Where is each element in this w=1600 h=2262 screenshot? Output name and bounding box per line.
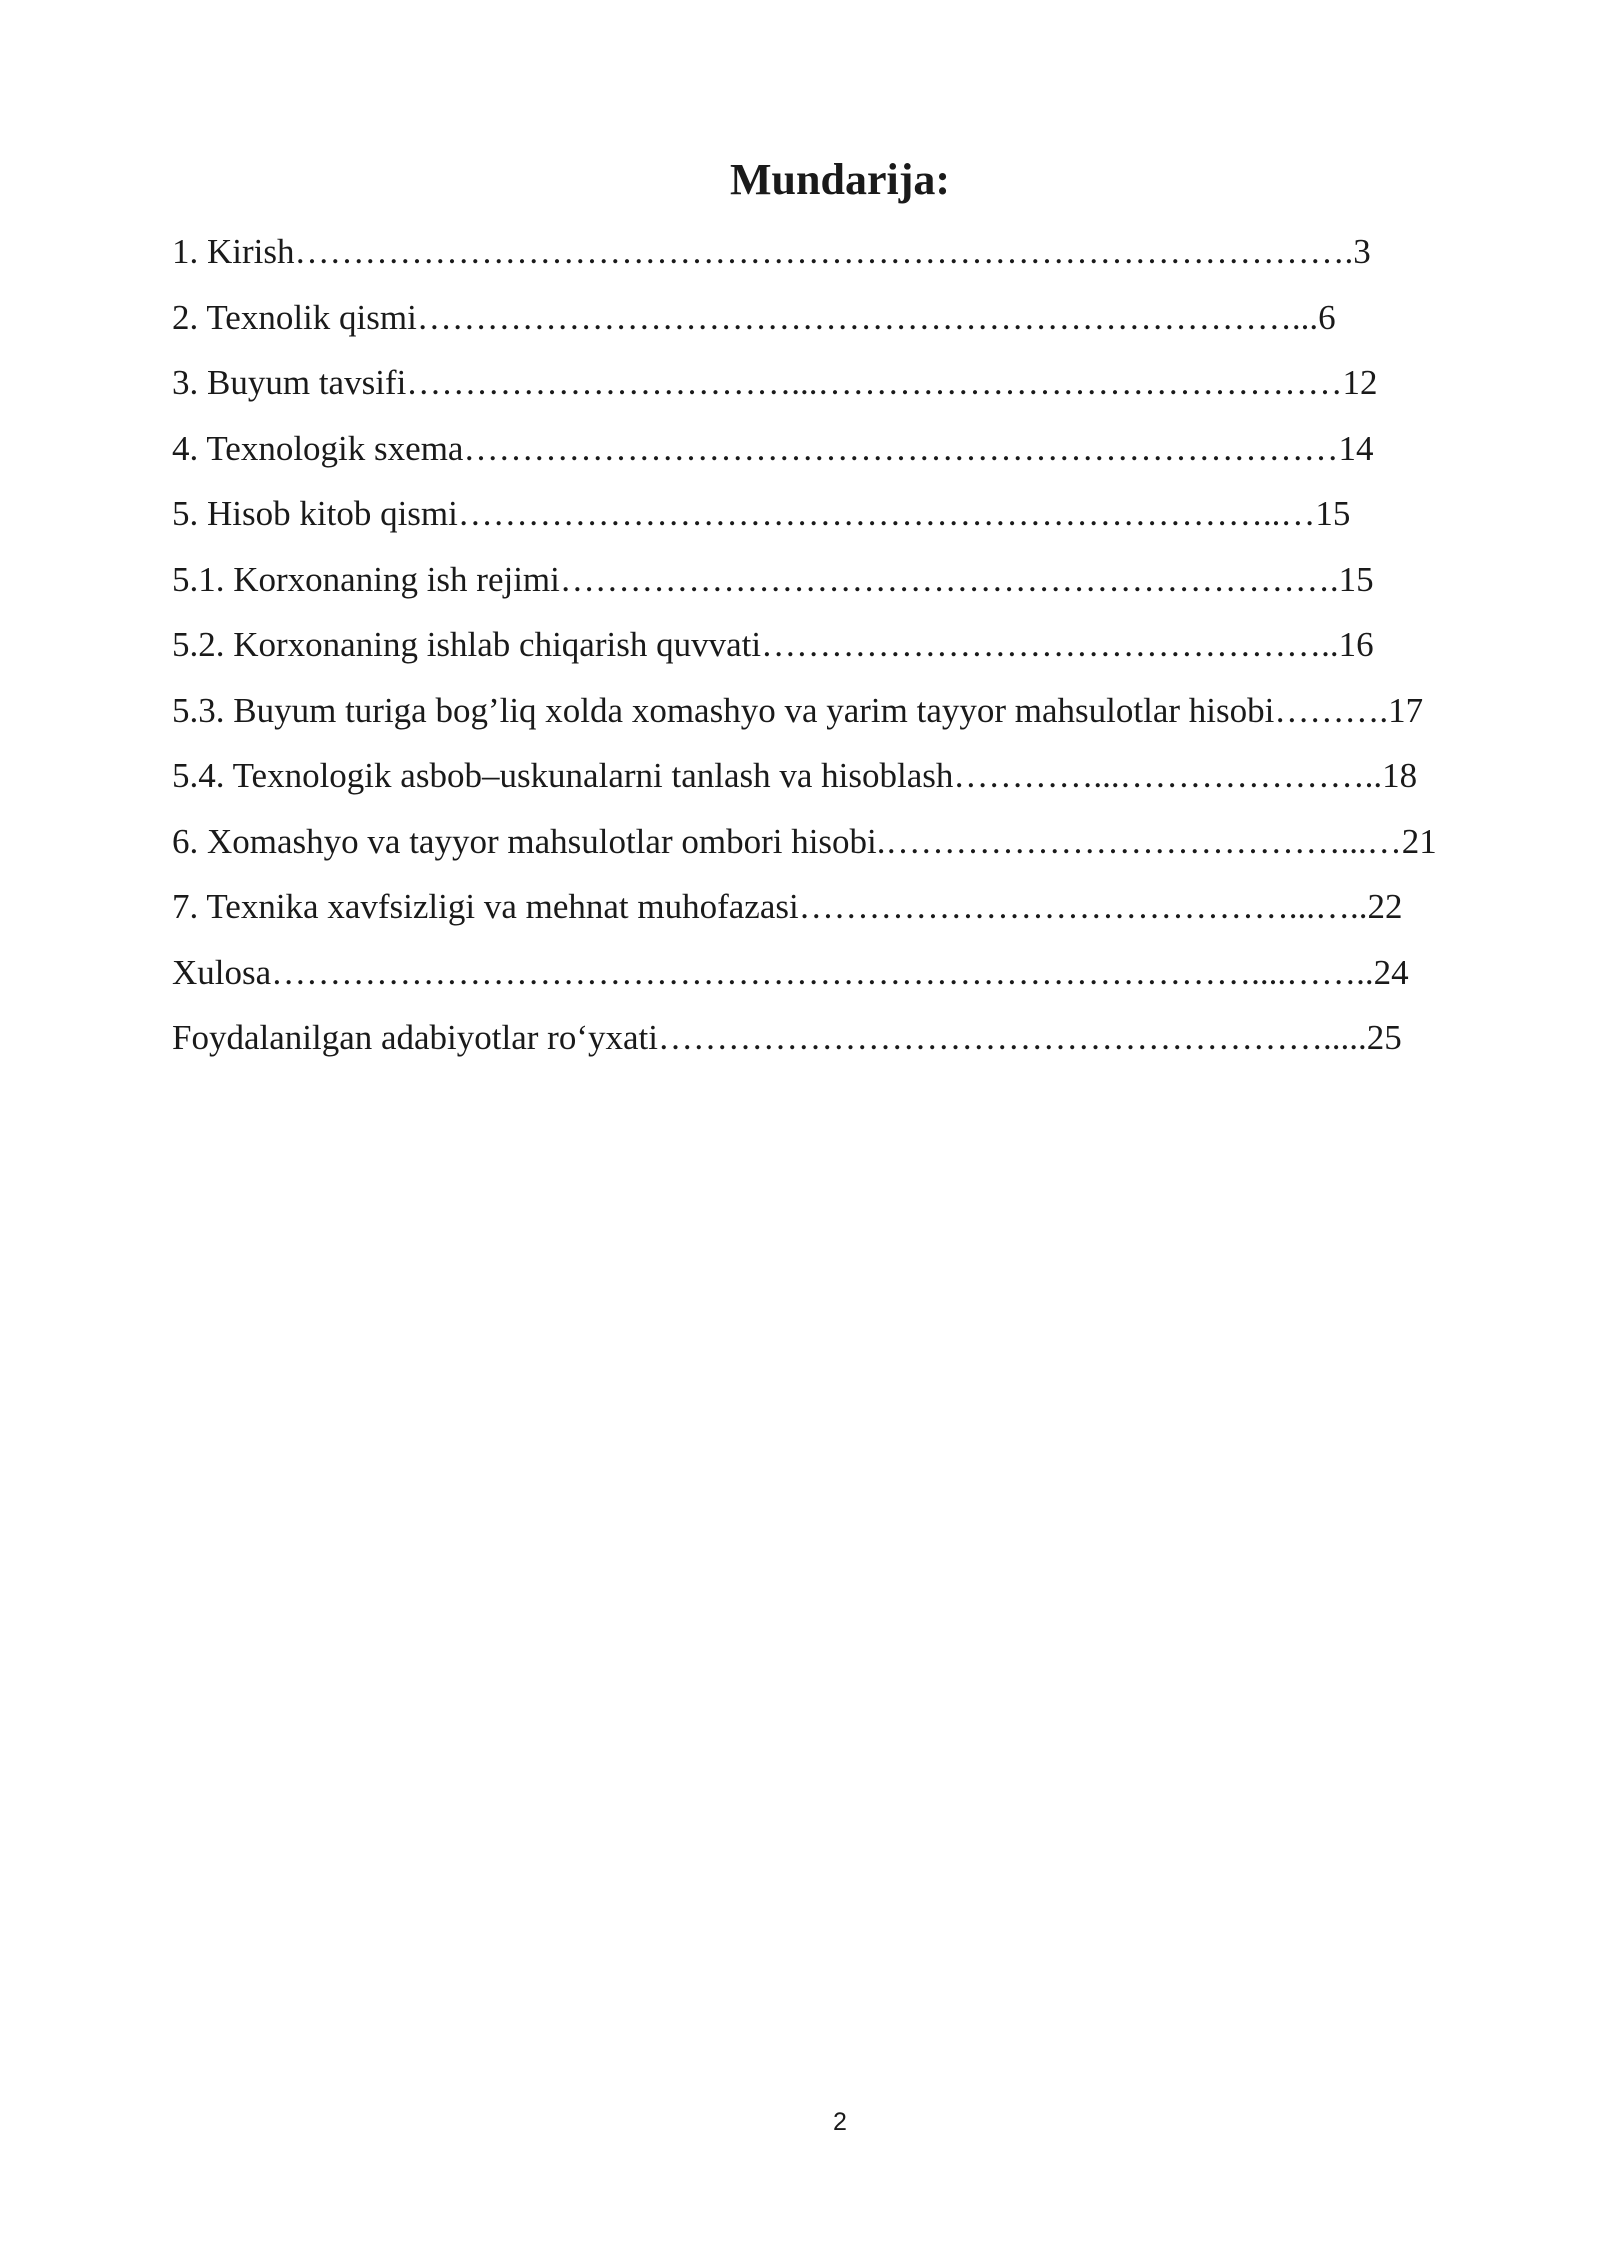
toc-entry-text: 6. Xomashyo va tayyor mahsulotlar ombori hisobi.…………………………………...…21 [172, 821, 1437, 861]
toc-entry-text: 5.2. Korxonaning ishlab chiqarish quvvati…………………………………………..16 [172, 625, 1374, 664]
toc-entry-text: Xulosa…………………………………………………………………………....……..24 [172, 952, 1409, 992]
toc-entry-buyum-tavsifi [172, 353, 1532, 419]
toc-entry-kirish [172, 222, 1532, 288]
page-title: Mundarija: [730, 155, 950, 204]
toc-entry-text: 3. Buyum tavsifi……………………………...………………………………………12 [172, 363, 1378, 402]
toc-entry-texnolik-qismi [172, 288, 1532, 354]
page-number: 2 [833, 2108, 847, 2136]
toc-entry-ishlab-chiqarish-quvvati [172, 615, 1532, 681]
toc-entry-ish-rejimi [172, 550, 1532, 616]
toc-entry-xomashyo-hisobi [172, 681, 1532, 747]
toc-entry-texnologik-sxema [172, 419, 1532, 485]
toc-entry-text: 7. Texnika xavfsizligi va mehnat muhofazasi……………………………………...…..22 [172, 887, 1403, 926]
table-of-contents [172, 222, 1532, 1074]
toc-entry-text: 1. Kirish……………………………………………………………………………….3 [172, 232, 1371, 271]
toc-entry-ombori-hisobi [172, 812, 1532, 878]
toc-entry-text: Foydalanilgan adabiyotlar ro‘yxati………………………………………………….....25 [172, 1018, 1402, 1057]
toc-entry-text: 2. Texnolik qismi…………………………………………………………………...6 [172, 297, 1336, 337]
toc-entry-text: 5.3. Buyum turiga bog’liq xolda xomashyo va yarim tayyor mahsulotlar hisobi……….17 [172, 690, 1424, 730]
toc-entry-text: 5. Hisob kitob qismi……………………………………………………………..…15 [172, 494, 1351, 533]
toc-entry-hisob-kitob-qismi [172, 484, 1532, 550]
toc-entry-text: 5.4. Texnologik asbob–uskunalarni tanlash va hisoblash…………...…………………..18 [172, 756, 1418, 795]
toc-entry-texnika-xavfsizligi [172, 877, 1532, 943]
toc-entry-xulosa [172, 943, 1532, 1009]
toc-entry-text: 5.1. Korxonaning ish rejimi………………………………………………………….15 [172, 559, 1374, 599]
toc-entry-text: 4. Texnologik sxema…………………………………………………………………14 [172, 428, 1374, 468]
toc-entry-adabiyotlar [172, 1008, 1532, 1074]
toc-entry-asbob-uskunalar [172, 746, 1532, 812]
